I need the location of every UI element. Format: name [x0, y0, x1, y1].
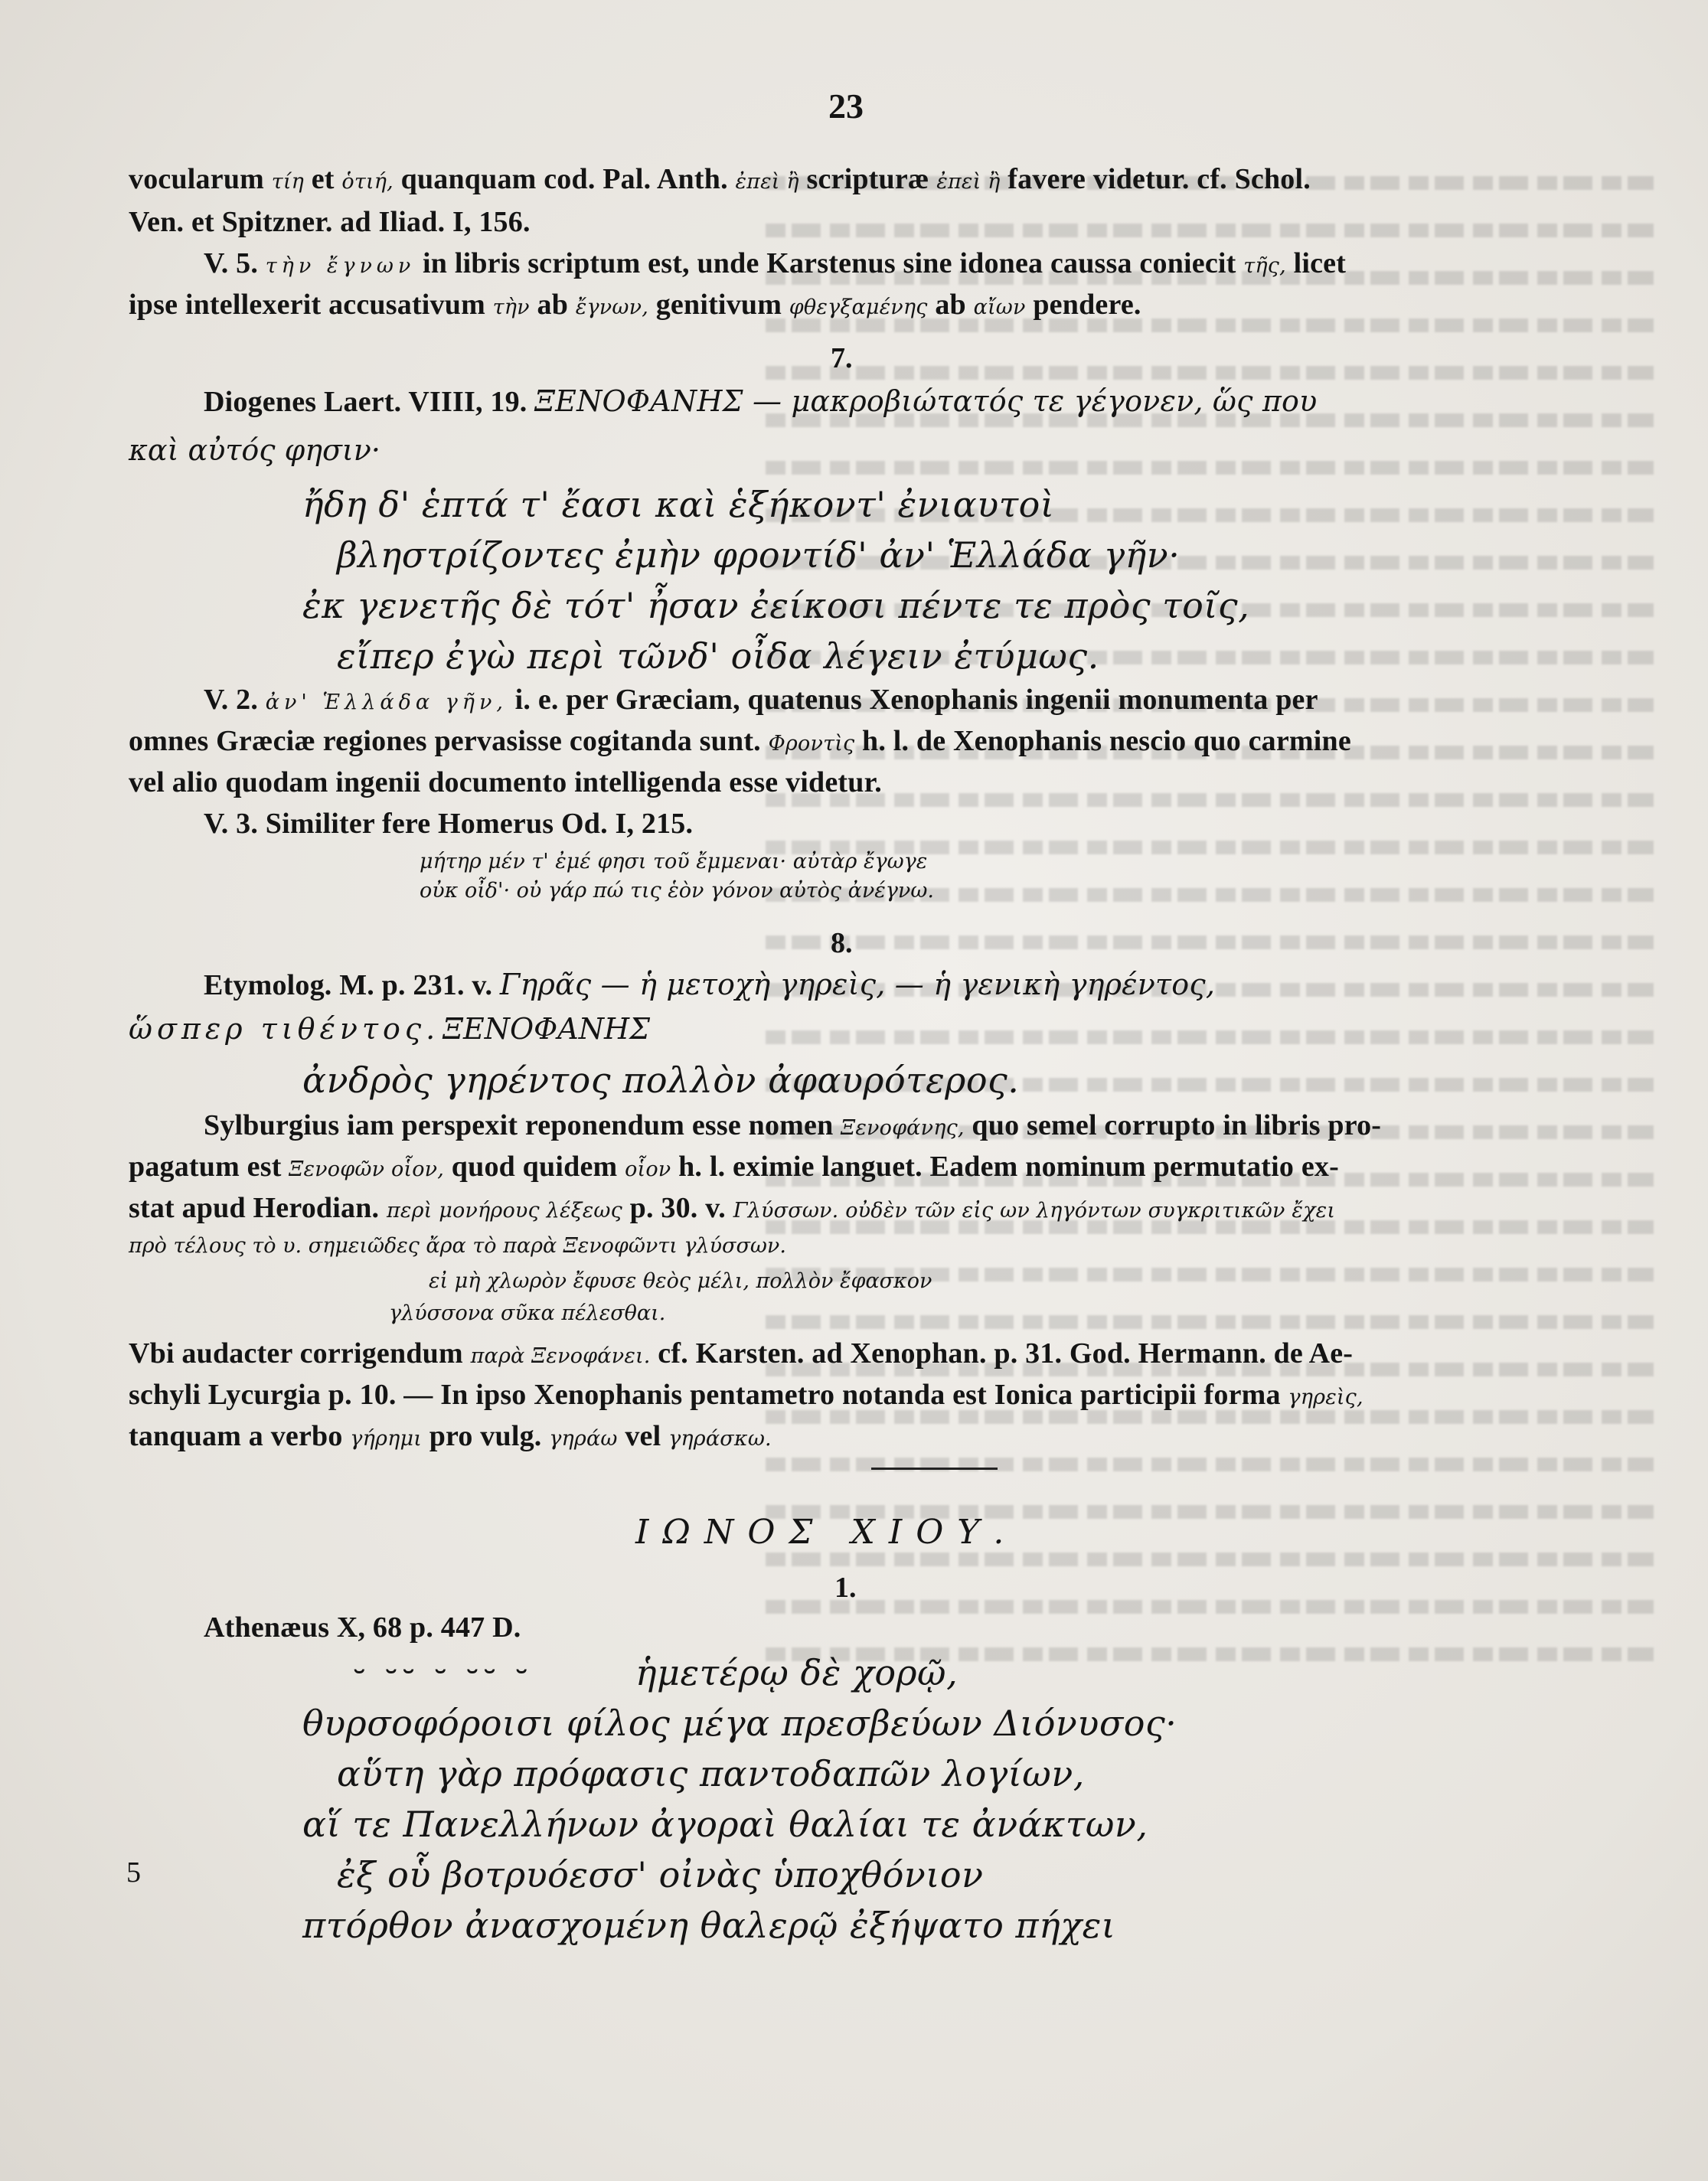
verse-line: ἡμετέρῳ δὲ χορῷ, — [635, 1652, 959, 1693]
greek-span: Γλύσσων. οὐδὲν τῶν εἰς ων ληγόντων συγκριτικῶν ἔχει — [733, 1199, 1336, 1223]
text-span: omnes Græciæ regiones pervasisse cogitanda sunt. — [129, 725, 761, 757]
quote-line: μήτηρ μέν τ' ἐμέ φησι τοῦ ἔμμεναι· αὐτὰρ ἔγωγε — [420, 850, 928, 873]
greek-line: πρὸ τέλους τὸ υ. σημειῶδες ἄρα τὸ παρὰ Ξενοφῶντι γλύσσων. — [129, 1234, 786, 1258]
text-span: ab — [935, 289, 966, 321]
text-span: cf. Karsten. ad Xenophan. p. 31. God. Hermann. de Ae- — [658, 1337, 1354, 1370]
greek-span: ὥσπερ τιθέντος. — [129, 1012, 440, 1046]
text-span: h. l. de Xenophanis nescio quo carmine — [862, 725, 1351, 757]
text-line: Ven. et Spitzner. ad Iliad. I, 156. — [129, 206, 531, 238]
greek-span: αἴων — [973, 295, 1026, 319]
text-span: i. e. per Græciam, quatenus Xenophanis ingenii monumenta per — [514, 684, 1318, 716]
verse-line: θυρσοφόροισι φίλος μέγα πρεσβεύων Διόνυσος· — [302, 1703, 1177, 1744]
quote-line: γλύσσονα σῦκα πέλεσθαι. — [389, 1301, 666, 1325]
section-number: 8. — [831, 927, 853, 959]
text-span: quanquam cod. Pal. Anth. — [400, 163, 728, 195]
metrical-marks: ⏑ ⏑⏑ ⏑ ⏑⏑ ⏑ — [354, 1653, 534, 1690]
greek-span: ΞΕΝΟΦΑΝΗΣ — [443, 1012, 650, 1046]
text-span: schyli Lycurgia p. 10. — In ipso Xenophanis pentametro notanda est Ionica participii forma — [129, 1379, 1281, 1411]
verse-line: πτόρθον ἀνασχομένη θαλερῷ ἐξήψατο πήχει — [302, 1905, 1116, 1946]
text-span: quod quidem — [451, 1151, 618, 1183]
text-span: stat apud Herodian. — [129, 1192, 380, 1224]
text-span: genitivum — [655, 289, 782, 321]
greek-span: γηράω — [549, 1427, 618, 1451]
text-line — [129, 724, 1351, 758]
greek-line: καὶ αὐτός φησιν· — [129, 433, 380, 467]
section-number: 7. — [831, 342, 853, 374]
greek-span: φθεγξαμένης — [789, 295, 928, 319]
text-span: et — [311, 163, 335, 195]
text-span: Vbi audacter corrigendum — [129, 1337, 463, 1370]
verse-line: ἀνδρὸς γηρέντος πολλὸν ἀφαυρότερος. — [302, 1059, 1020, 1101]
text-span: vocularum — [129, 163, 265, 195]
text-span: V. 2. — [204, 684, 259, 716]
text-span: h. l. eximie languet. Eadem nominum permutatio ex- — [678, 1151, 1339, 1183]
greek-span: οἷον — [625, 1157, 671, 1181]
quote-line: οὐκ οἶδ'· οὐ γάρ πώ τις ἑὸν γόνον αὐτὸς ἀνέγνω. — [420, 879, 934, 903]
text-span: in libris scriptum est, unde Karstenus sine idonea caussa coniecit — [423, 247, 1236, 279]
greek-span: γήρημι — [350, 1427, 422, 1451]
text-span: pendere. — [1033, 289, 1141, 321]
text-span: pagatum est — [129, 1151, 282, 1183]
text-span: vel — [625, 1420, 661, 1452]
text-span: quo semel corrupto in libris pro- — [972, 1109, 1382, 1141]
text-span: pro vulg. — [429, 1420, 542, 1452]
text-line — [204, 683, 1318, 717]
greek-span: Ξενοφῶν οἷον, — [289, 1157, 445, 1181]
greek-span: Γηρᾶς — ἡ μετοχὴ γηρεὶς, — ἡ γενικὴ γηρέντος, — [499, 968, 1216, 1001]
section-number: 1. — [834, 1572, 857, 1604]
text-line: V. 3. Similiter fere Homerus Od. I, 215. — [204, 808, 694, 840]
text-span: Sylburgius iam perspexit reponendum esse nomen — [204, 1109, 834, 1141]
text-line: vel alio quodam ingenii documento intelligenda esse videtur. — [129, 766, 882, 798]
greek-span: τίη — [271, 170, 305, 194]
text-line — [204, 1108, 1381, 1142]
text-line — [129, 1337, 1353, 1370]
section-heading: ΙΩΝΟΣ ΧΙΟΥ. — [635, 1513, 1018, 1552]
greek-span: τὴν — [492, 295, 530, 319]
text-line — [129, 288, 1141, 322]
greek-span: παρὰ Ξενοφάνει. — [470, 1344, 651, 1368]
verse-line: αὕτη γὰρ πρόφασις παντοδαπῶν λογίων, — [337, 1753, 1085, 1794]
greek-span: περὶ μονήρους λέξεως — [386, 1199, 622, 1223]
text-line: Athenæus X, 68 p. 447 D. — [204, 1611, 521, 1644]
greek-span: τῆς, — [1243, 254, 1286, 278]
greek-span: ἔγνων, — [575, 295, 649, 319]
section-divider — [871, 1468, 998, 1470]
quote-line: εἰ μὴ χλωρὸν ἔφυσε θεὸς μέλι, πολλὸν ἔφασκον — [429, 1269, 932, 1293]
text-span: Etymolog. M. p. 231. v. — [204, 969, 493, 1001]
greek-span: Ξενοφάνης, — [841, 1116, 965, 1140]
verse-line: ἐξ οὗ βοτρυόεσσ' οἰνὰς ὑποχθόνιον — [337, 1854, 984, 1895]
text-line — [129, 1419, 772, 1453]
greek-span: ἐπεὶ ἢ — [735, 170, 799, 194]
verse-line: ἐκ γενετῆς δὲ τότ' ἦσαν ἐείκοσι πέντε τε πρὸς τοῖς, — [302, 585, 1250, 626]
text-line — [129, 1191, 1335, 1225]
text-span: V. 5. — [204, 247, 259, 279]
greek-line — [129, 1012, 650, 1046]
text-span: p. 30. v. — [629, 1192, 726, 1224]
text-line — [129, 1150, 1339, 1184]
verse-line: βληστρίζοντες ἐμὴν φροντίδ' ἀν' Ἑλλάδα γῆν· — [337, 534, 1181, 576]
greek-span: γηρεὶς, — [1288, 1386, 1363, 1409]
text-span: ab — [537, 289, 569, 321]
text-line — [204, 384, 1317, 419]
verse-line: ἤδη δ' ἑπτά τ' ἔασι καὶ ἑξήκοντ' ἐνιαυτοὶ — [302, 484, 1055, 525]
line-number: 5 — [126, 1856, 141, 1889]
text-span: ipse intellexerit accusativum — [129, 289, 485, 321]
text-line — [129, 1378, 1363, 1412]
greek-span: Φροντὶς — [768, 732, 855, 756]
text-span: licet — [1293, 247, 1347, 279]
text-span: Diogenes Laert. VIIII, 19. — [204, 386, 527, 418]
greek-span: γηράσκω. — [668, 1427, 772, 1451]
verse-line: εἴπερ ἐγὼ περὶ τῶνδ' οἶδα λέγειν ἐτύμως. — [337, 635, 1099, 677]
verse-line: αἵ τε Πανελλήνων ἀγοραὶ θαλίαι τε ἀνάκτων, — [302, 1804, 1148, 1845]
text-line — [204, 968, 1215, 1002]
greek-span: ΞΕΝΟΦΑΝΗΣ — μακροβιώτατός τε γέγονεν, ὥς που — [534, 384, 1318, 418]
text-line — [204, 247, 1346, 280]
page-number: 23 — [828, 87, 864, 126]
text-line — [129, 162, 1311, 196]
text-span: tanquam a verbo — [129, 1420, 343, 1452]
text-span: favere videtur. cf. Schol. — [1007, 163, 1311, 195]
greek-span: τὴν ἔγνων — [265, 254, 416, 278]
greek-span: ἐπεὶ ἢ — [936, 170, 1001, 194]
greek-span: ἀν' Ἑλλάδα γῆν, — [265, 691, 508, 714]
text-span: scripturæ — [806, 163, 929, 195]
greek-span: ὁτιή, — [341, 170, 394, 194]
